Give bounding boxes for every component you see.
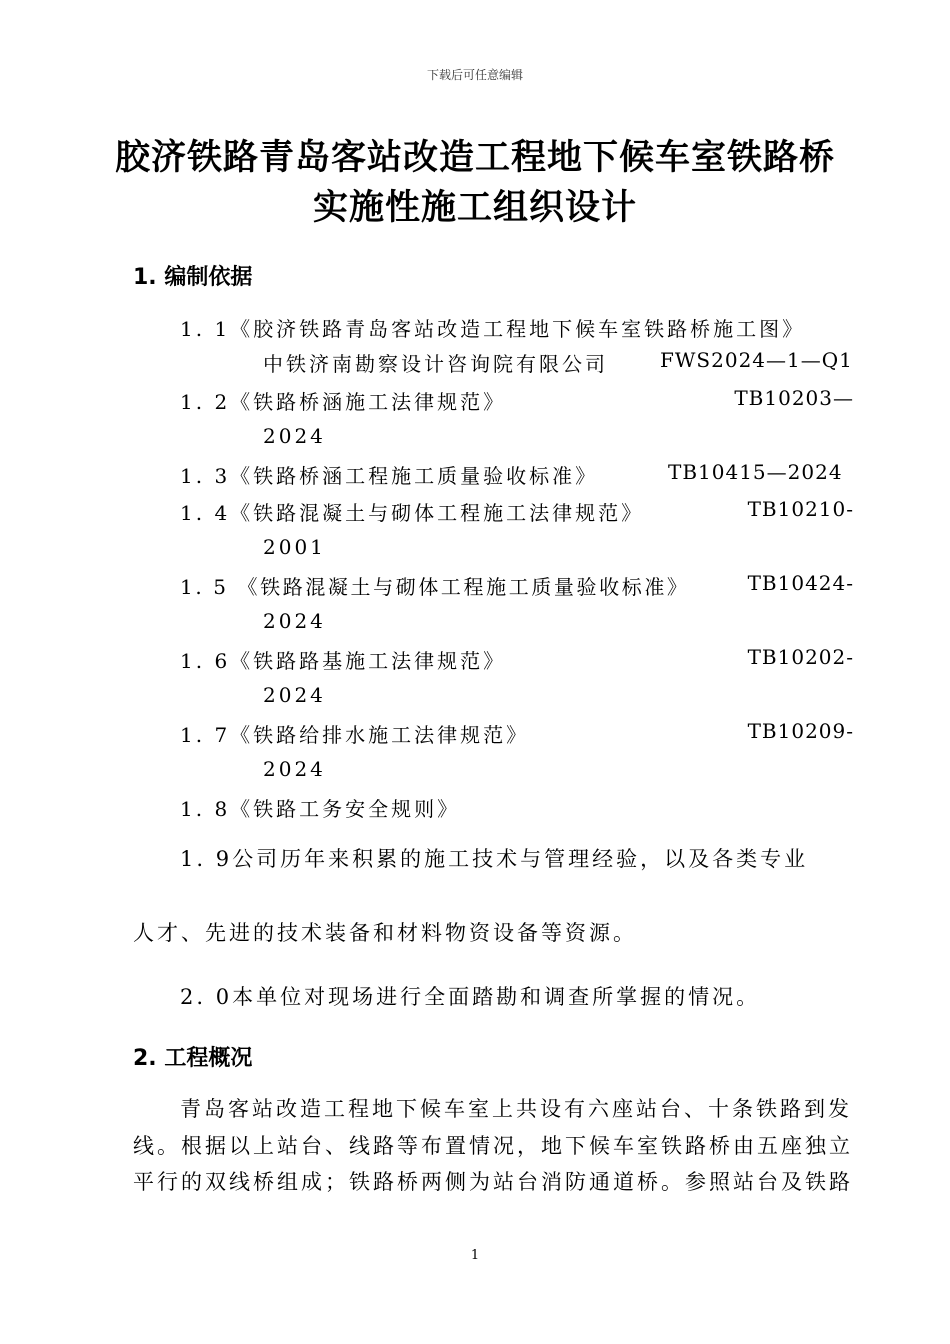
reference-item-1-7: 1. 7《铁路给排水施工法律规范》 xyxy=(180,723,530,747)
reference-item-1-1: 1. 1《胶济铁路青岛客站改造工程地下候车室铁路桥施工图》 xyxy=(180,317,806,341)
reference-item-1-6-year: 2024 xyxy=(263,683,326,707)
reference-item-1-5-year: 2024 xyxy=(263,609,326,633)
document-title-line1: 胶济铁路青岛客站改造工程地下候车室铁路桥 xyxy=(114,138,835,178)
document-title-line2: 实施性施工组织设计 xyxy=(312,188,637,228)
overview-paragraph-line3: 平行的双线桥组成；铁路桥两侧为站台消防通道桥。参照站台及铁路 xyxy=(133,1170,853,1194)
reference-item-1-3: 1. 3《铁路桥涵工程施工质量验收标准》 xyxy=(180,464,599,488)
header-note: 下载后可任意编辑 xyxy=(426,68,523,82)
reference-item-1-1-code: FWS2024—1—Q1 xyxy=(660,348,853,372)
section-heading-basis: 1. 编制依据 xyxy=(133,265,253,290)
section-heading-overview: 2. 工程概况 xyxy=(133,1046,253,1071)
overview-paragraph-line1: 青岛客站改造工程地下候车室上共设有六座站台、十条铁路到发 xyxy=(180,1097,852,1121)
reference-item-1-6: 1. 6《铁路路基施工法律规范》 xyxy=(180,649,507,673)
reference-item-1-6-code: TB10202- xyxy=(747,645,854,669)
reference-item-1-8: 1. 8《铁路工务安全规则》 xyxy=(180,797,461,821)
basis-item-1-9-line2: 人才、先进的技术装备和材料物资设备等资源。 xyxy=(133,921,637,945)
reference-item-1-2-code: TB10203— xyxy=(734,386,854,410)
overview-paragraph-line2: 线。根据以上站台、线路等布置情况，地下候车室铁路桥由五座独立 xyxy=(133,1134,853,1158)
reference-item-1-4-code: TB10210- xyxy=(747,497,854,521)
reference-item-1-2: 1. 2《铁路桥涵施工法律规范》 xyxy=(180,390,507,414)
reference-item-1-7-year: 2024 xyxy=(263,757,326,781)
reference-item-1-1-publisher: 中铁济南勘察设计咨询院有限公司 xyxy=(263,352,608,376)
basis-item-1-9-line1: 1. 9公司历年来积累的施工技术与管理经验，以及各类专业 xyxy=(180,847,809,871)
reference-item-1-2-year: 2024 xyxy=(263,424,326,448)
reference-item-1-3-code: TB10415—2024 xyxy=(668,460,843,484)
page-number: 1 xyxy=(470,1248,480,1263)
reference-item-1-5-code: TB10424- xyxy=(747,571,854,595)
basis-item-2-0: 2. 0本单位对现场进行全面踏勘和调查所掌握的情况。 xyxy=(180,985,761,1009)
reference-item-1-4-year: 2001 xyxy=(263,535,326,559)
reference-item-1-7-code: TB10209- xyxy=(747,719,854,743)
reference-item-1-4: 1. 4《铁路混凝土与砌体工程施工法律规范》 xyxy=(180,501,645,525)
reference-item-1-5: 1. 5 《铁路混凝土与砌体工程施工质量验收标准》 xyxy=(180,575,690,599)
